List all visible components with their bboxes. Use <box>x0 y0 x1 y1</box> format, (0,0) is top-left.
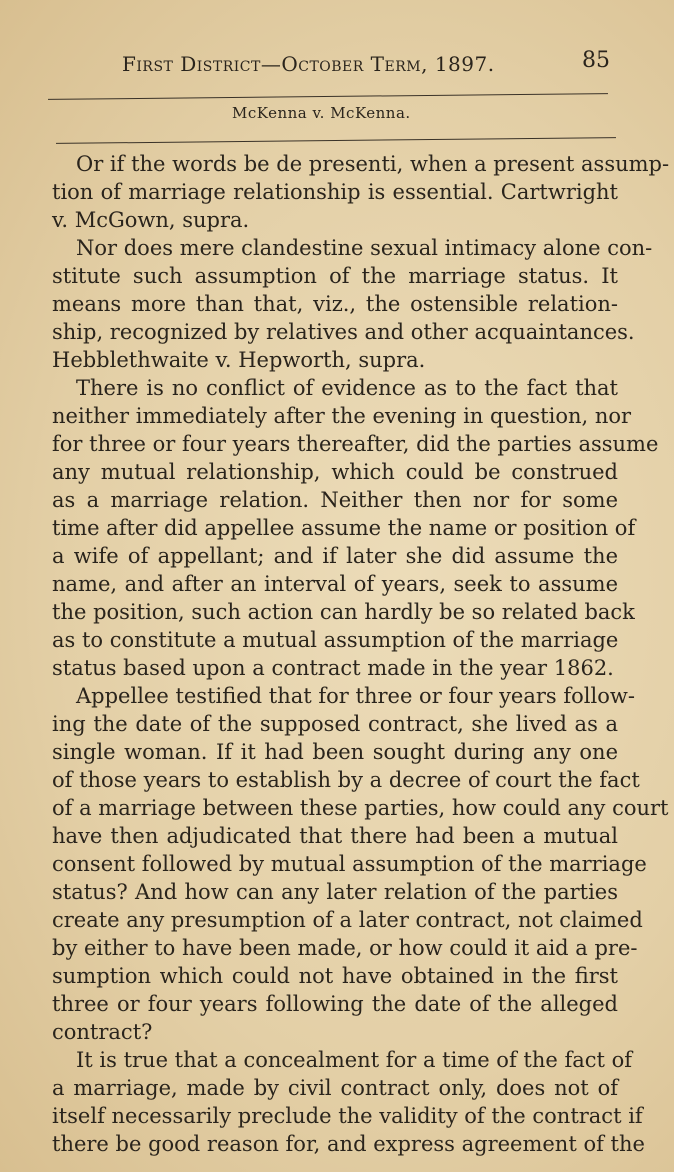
text-line: of those years to establish by a decree of court the fact <box>52 768 640 792</box>
text-line: stitute such assumption of the marriage status. It <box>52 264 618 288</box>
text-line: single woman. If it had been sought during any one <box>52 740 618 764</box>
page-number: 85 <box>582 48 610 73</box>
text-line: Nor does mere clandestine sexual intimacy alone con- <box>76 236 653 260</box>
text-line: a marriage, made by civil contract only, does not of <box>52 1076 618 1100</box>
text-line: means more than that, viz., the ostensible relation- <box>52 292 618 316</box>
text-line: neither immediately after the evening in question, nor <box>52 404 632 428</box>
header-rule-top <box>48 93 608 100</box>
text-line: It is true that a concealment for a time of the fact of <box>76 1048 633 1072</box>
text-line: by either to have been made, or how could it aid a pre- <box>52 936 638 960</box>
text-line: for three or four years thereafter, did the parties assume <box>52 432 659 456</box>
text-line: Or if the words be de presenti, when a present assump- <box>76 152 670 176</box>
text-line: create any presumption of a later contract, not claimed <box>52 908 643 932</box>
text-line: there be good reason for, and express agreement of the <box>52 1132 645 1156</box>
text-line: the position, such action can hardly be so related back <box>52 600 635 624</box>
text-line: three or four years following the date of the alleged <box>52 992 618 1016</box>
text-line: name, and after an interval of years, seek to assume <box>52 572 618 596</box>
running-head <box>122 48 622 78</box>
text-line: Hebblethwaite v. Hepworth, supra. <box>52 348 426 372</box>
text-line: as to constitute a mutual assumption of the marriage <box>52 628 619 652</box>
text-line: contract? <box>52 1020 153 1044</box>
running-title: First District—October Term, 1897. <box>122 52 495 76</box>
text-line: tion of marriage relationship is essential. Cartwright <box>52 180 618 204</box>
text-line: status based upon a contract made in the year 1862. <box>52 656 614 680</box>
text-line: ship, recognized by relatives and other acquaintances. <box>52 320 635 344</box>
text-line: itself necessarily preclude the validity of the contract if <box>52 1104 643 1128</box>
text-line: ing the date of the supposed contract, she lived as a <box>52 712 618 736</box>
text-line: any mutual relationship, which could be construed <box>52 460 618 484</box>
text-line: Appellee testified that for three or four years follow- <box>76 684 635 708</box>
text-line: time after did appellee assume the name or position of <box>52 516 636 540</box>
body-text <box>52 150 670 1158</box>
text-line: as a marriage relation. Neither then nor for some <box>52 488 618 512</box>
text-line: There is no conflict of evidence as to the fact that <box>76 376 618 400</box>
text-line: a wife of appellant; and if later she did assume the <box>52 544 618 568</box>
case-name: McKenna v. McKenna. <box>232 104 411 122</box>
text-line: of a marriage between these parties, how could any court <box>52 796 669 820</box>
text-line: status? And how can any later relation of the parties <box>52 880 618 904</box>
text-line: sumption which could not have obtained in the first <box>52 964 618 988</box>
text-line: v. McGown, supra. <box>52 208 250 232</box>
header-rule-bottom <box>56 137 616 144</box>
text-line: have then adjudicated that there had been a mutual <box>52 824 618 848</box>
text-line: consent followed by mutual assumption of the marriage <box>52 852 647 876</box>
